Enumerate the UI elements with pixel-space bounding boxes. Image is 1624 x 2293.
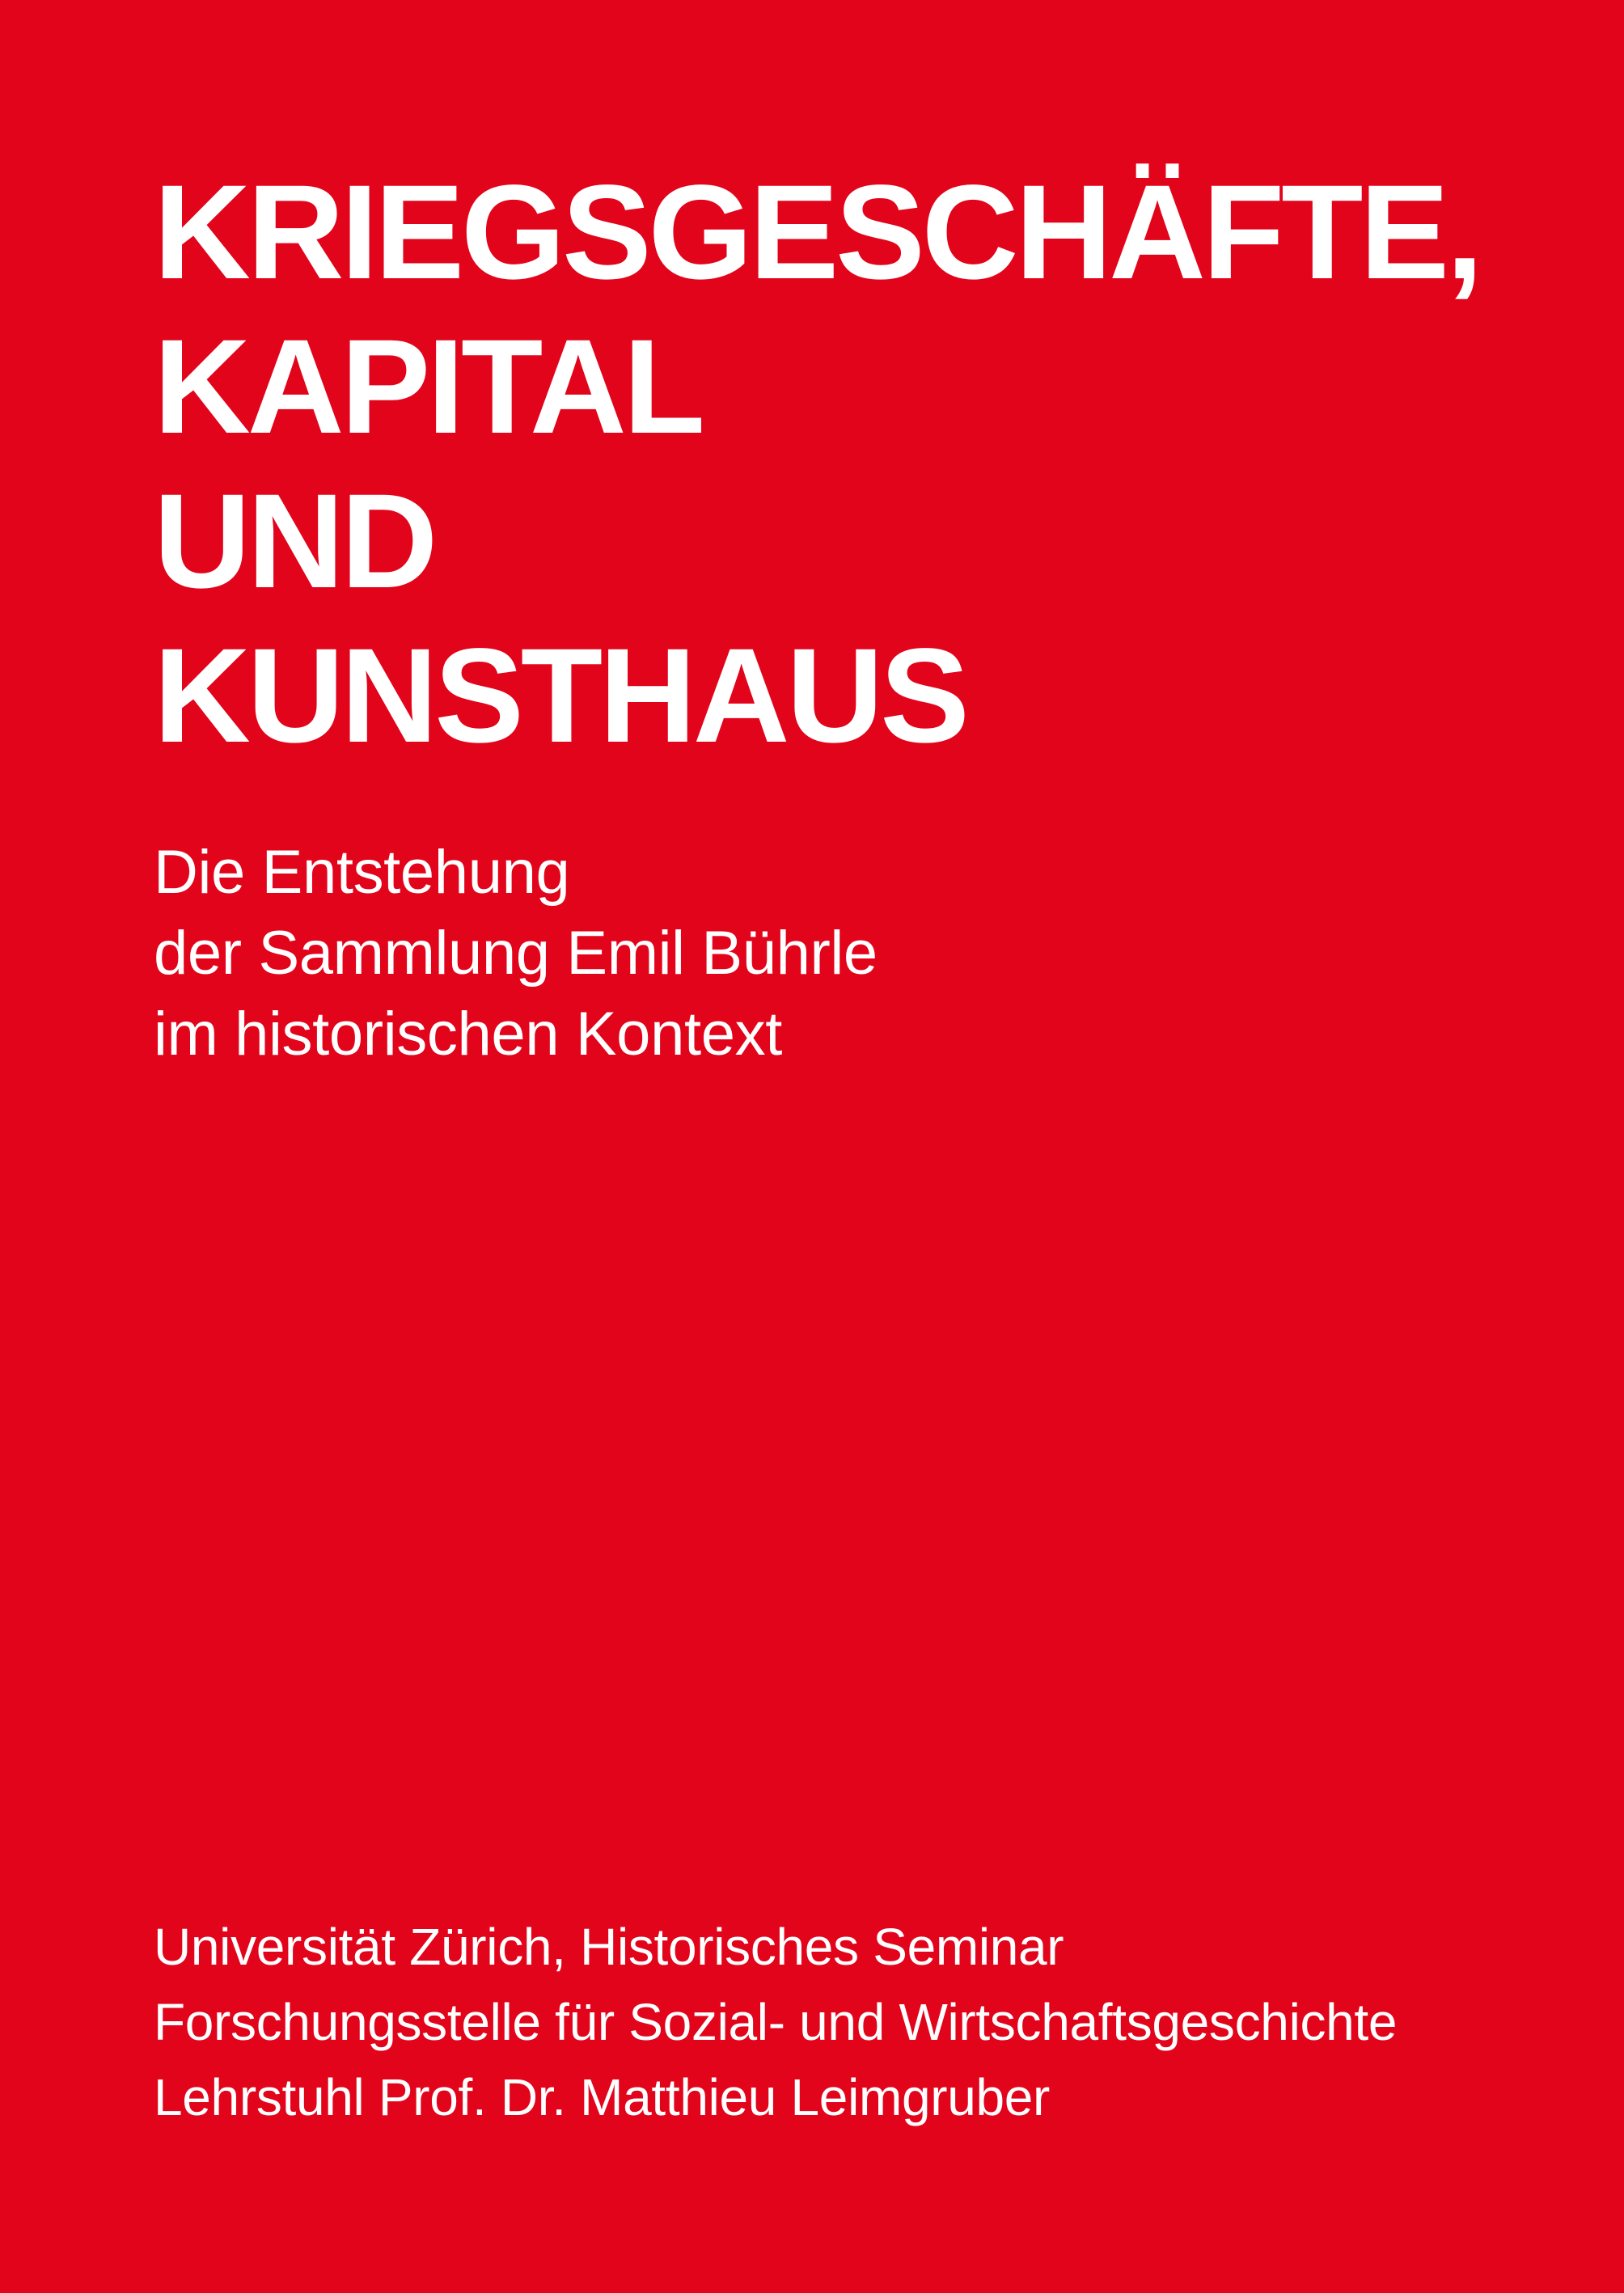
title-line-1: KRIEGSGESCHÄFTE, bbox=[154, 158, 1480, 307]
subtitle-line-2: der Sammlung Emil Bührle bbox=[154, 919, 878, 988]
title-line-2: KAPITAL bbox=[154, 312, 702, 462]
cover-affiliation bbox=[154, 1910, 1397, 2135]
subtitle-line-1: Die Entstehung bbox=[154, 838, 570, 907]
title-line-4: KUNSTHAUS bbox=[154, 621, 966, 771]
affiliation-line-university: Universität Zürich, Historisches Seminar bbox=[154, 1918, 1064, 1976]
affiliation-line-chair: Lehrstuhl Prof. Dr. Matthieu Leimgruber bbox=[154, 2068, 1051, 2126]
subtitle-line-3: im historischen Kontext bbox=[154, 1000, 782, 1068]
cover-title bbox=[154, 155, 1480, 773]
title-line-3: UND bbox=[154, 467, 435, 616]
affiliation-line-institute: Forschungsstelle für Sozial- und Wirtschaftsgeschichte bbox=[154, 1993, 1398, 2051]
cover-subtitle bbox=[154, 832, 878, 1075]
